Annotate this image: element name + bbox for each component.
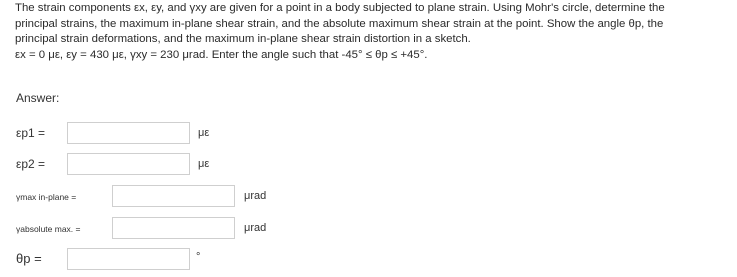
answer-row-ep2 [0, 153, 737, 177]
ep2-unit: με [198, 158, 210, 170]
gamma-max-in-plane-unit: μrad [244, 190, 267, 202]
theta-p-label: θp = [16, 251, 42, 266]
ep2-input[interactable] [67, 153, 190, 175]
question-line-3: principal strain deformations, and the maximum in-plane shear strain distortion in a sketch. [15, 33, 471, 45]
ep1-label: εp1 = [16, 126, 46, 140]
question-line-2: principal strains, the maximum in-plane shear strain, and the absolute maximum shear strain at the point. Show the angle θp, the [15, 17, 664, 30]
gamma-max-in-plane-label: γmax in-plane = [16, 192, 77, 202]
gamma-max-in-plane-input[interactable] [112, 185, 235, 207]
question-line-1: The strain components εx, εy, and γxy are given for a point in a body subjected to plane strain. Using Mohr's circle, determine the [15, 2, 665, 14]
answer-row-gamma-max-in-plane [0, 185, 737, 209]
gamma-absolute-max-unit: μrad [244, 222, 267, 234]
degree-unit: ° [196, 251, 201, 263]
answer-row-ep1 [0, 122, 737, 146]
question-line-4: εx = 0 με, εy = 430 με, γxy = 230 μrad. Enter the angle such that -45° ≤ θp ≤ +45°. [15, 48, 428, 61]
gamma-absolute-max-label: γabsolute max. = [16, 224, 81, 234]
ep2-label: εp2 = [16, 157, 46, 171]
answer-row-theta-p [0, 248, 737, 272]
answer-label: Answer: [16, 91, 60, 105]
theta-p-input[interactable] [67, 248, 190, 270]
answer-row-gamma-absolute-max [0, 217, 737, 241]
gamma-absolute-max-input[interactable] [112, 217, 235, 239]
question-text [15, 1, 731, 63]
ep1-input[interactable] [67, 122, 190, 144]
ep1-unit: με [198, 127, 210, 139]
